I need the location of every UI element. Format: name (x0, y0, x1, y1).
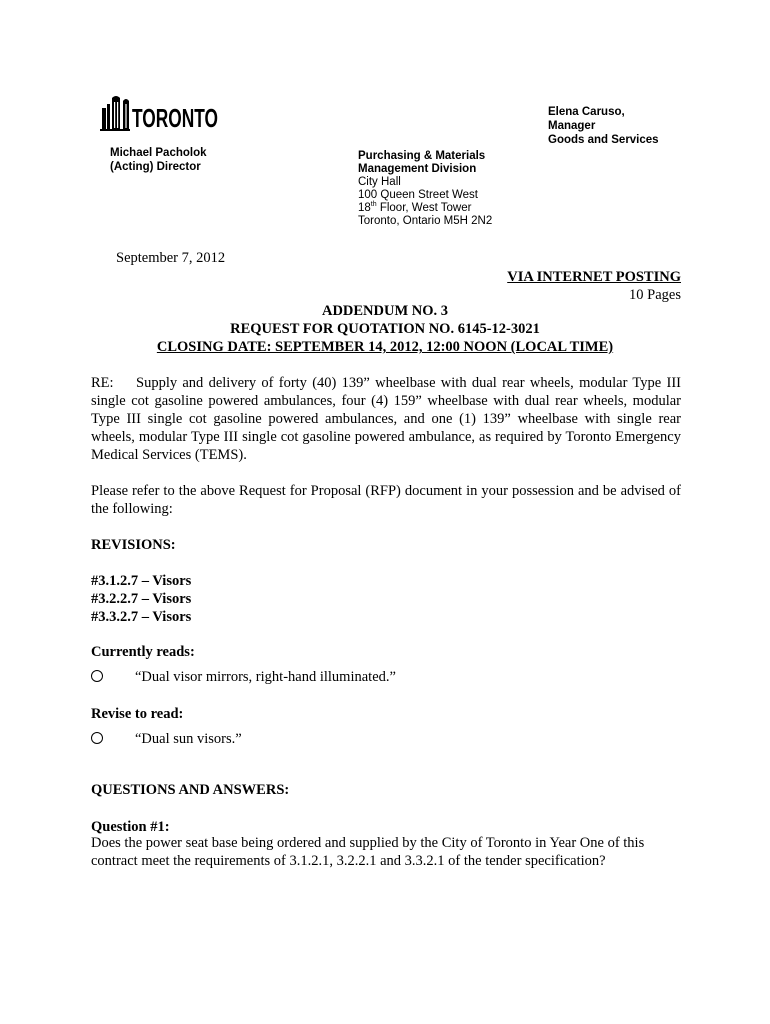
revise-item (91, 730, 242, 748)
floor-rest: Floor, West Tower (376, 202, 472, 214)
bullet-circle-icon (91, 670, 103, 682)
manager-unit: Goods and Services (548, 134, 659, 146)
manager-block (548, 105, 659, 147)
re-paragraph (91, 374, 681, 464)
rfq-number: REQUEST FOR QUOTATION NO. 6145-12-3021 (230, 321, 540, 337)
posting-method: VIA INTERNET POSTING (507, 269, 681, 285)
page-count: 10 Pages (629, 287, 681, 303)
bullet-circle-icon (91, 732, 103, 744)
division-name-line2: Management Division (358, 163, 477, 175)
director-title: (Acting) Director (110, 161, 201, 173)
address-street: 100 Queen Street West (358, 189, 478, 201)
revision-section: #3.2.2.7 – Visors (91, 591, 192, 607)
revisions-heading: REVISIONS: (91, 537, 176, 553)
addendum-title-block (90, 302, 680, 356)
logo-wordmark: TORONTO (132, 103, 218, 133)
document-date: September 7, 2012 (116, 250, 226, 266)
addendum-number: ADDENDUM NO. 3 (321, 303, 449, 319)
re-text: Supply and delivery of forty (40) 139” wheelbase with dual rear wheels, modular Type III single cot gasoline powered ambulances, four (4) 159” wheelbase with dual rear wheels, modular Type III single cot gasoline powered ambulances, and one (1) 139” wheelbase with single rear wheels, modular Type III single cot gasoline powered ambulance, as required by Toronto Emergency Medical Services (TEMS). (91, 375, 681, 463)
address-floor (358, 202, 492, 215)
revision-section: #3.3.2.7 – Visors (91, 609, 192, 625)
revise-text: “Dual sun visors.” (135, 731, 242, 747)
re-label: RE: (91, 375, 114, 391)
floor-number: 18 (358, 202, 371, 214)
currently-reads-text: “Dual visor mirrors, right-hand illuminated.” (135, 669, 396, 685)
division-name-line1: Purchasing & Materials (358, 150, 486, 162)
currently-reads-heading: Currently reads: (91, 644, 195, 660)
division-address (358, 150, 492, 228)
director-block (110, 146, 207, 174)
revise-heading: Revise to read: (91, 706, 184, 722)
posting-block (507, 268, 681, 304)
question-1-text: Does the power seat base being ordered and supplied by the City of Toronto in Year One of this contract meet the requirements of 3.1.2.1, 3.2.2.1 and 3.3.2.1 of the tender specification? (91, 835, 645, 869)
address-building: City Hall (358, 176, 401, 188)
qa-heading: QUESTIONS AND ANSWERS: (91, 782, 290, 798)
city-hall-icon (100, 92, 220, 132)
floor-suffix: th (370, 201, 377, 209)
revision-section-list (91, 572, 191, 626)
revision-section: #3.1.2.7 – Visors (91, 573, 192, 589)
closing-date: CLOSING DATE: SEPTEMBER 14, 2012, 12:00 NOON (LOCAL TIME) (156, 339, 614, 355)
refer-paragraph: Please refer to the above Request for Proposal (RFP) document in your possession and be advised of the following: (91, 483, 681, 517)
question-1-heading: Question #1: (91, 819, 170, 835)
manager-title: Manager (548, 120, 596, 132)
manager-name: Elena Caruso, (548, 106, 625, 118)
toronto-logo (100, 92, 220, 132)
director-name: Michael Pacholok (110, 147, 207, 159)
address-city: Toronto, Ontario M5H 2N2 (358, 215, 493, 227)
currently-reads-item (91, 668, 396, 686)
